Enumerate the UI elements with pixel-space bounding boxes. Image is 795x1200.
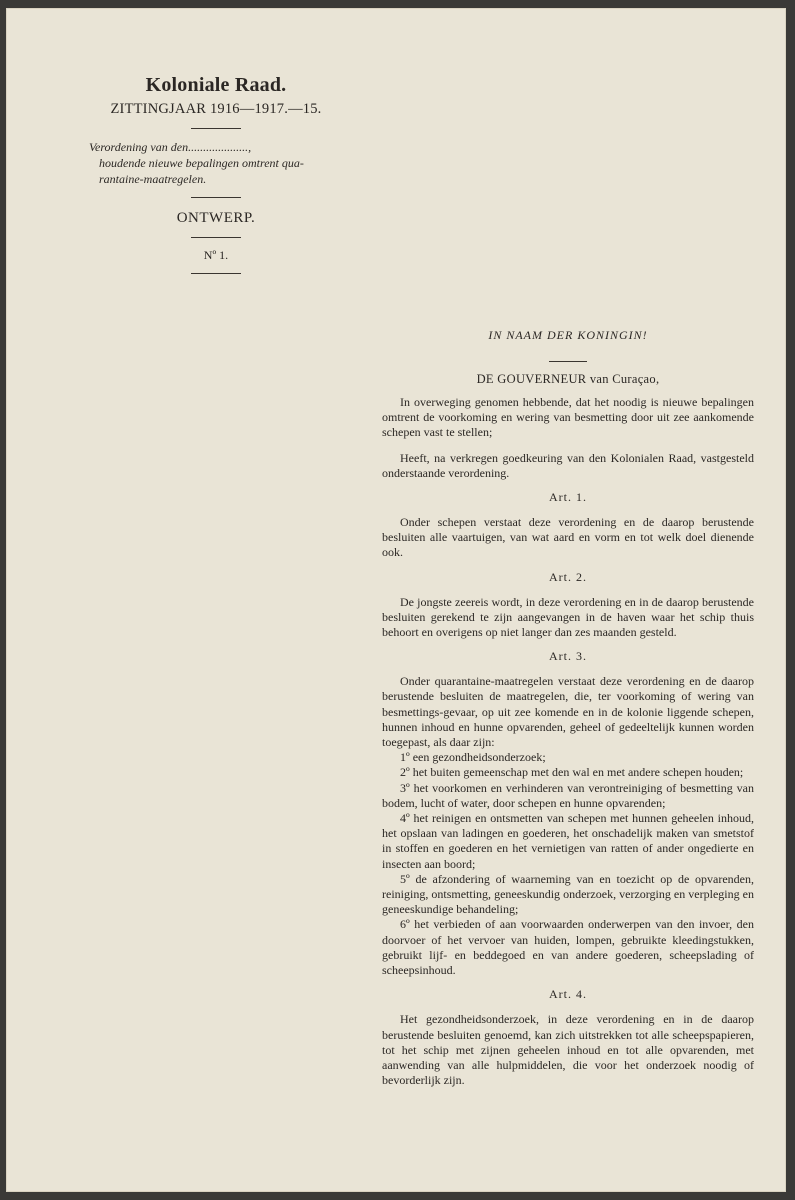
divider [549,361,587,362]
article-heading: Art. 4. [549,987,587,1002]
list-item: 6º het verbieden of aan voorwaarden onderwerpen van den invoer, den doorvoer of het vervoer van huiden, lompen, gebruikte kleedingstukken, gebruikt lijf- en beddegoed en van andere goederen, scheepslading of scheepsinhoud. [382,917,754,978]
article-heading: Art. 3. [549,649,587,664]
document-type: ONTWERP. [176,210,256,226]
document-number: Nº 1. [203,248,229,262]
article-text: Onder schepen verstaat deze verordening en de daarop berustende besluiten alle vaartuigen, van wat aard en vorm en tot welk doel dienende ook. [382,515,754,560]
session-year: ZITTINGJAAR 1916—1917.—15. [110,101,322,117]
divider [191,273,241,274]
document-header [86,74,346,284]
subject-description [86,139,346,187]
article-heading: Art. 2. [549,569,587,584]
governor-line: DE GOUVERNEUR van Curaçao, [476,372,660,386]
subject-line: Verordening van den...................., [89,140,252,154]
article-text: De jongste zeereis wordt, in deze verordening en in de daarop berustende besluiten gerekend te zijn aangevangen in de haven waar het schip thuis behoort en overigens op niet langer dan zes maanden gesteld. [382,594,754,640]
subject-line: rantaine-maatregelen. [99,172,207,186]
preamble-paragraph: In overweging genomen hebbende, dat het noodig is nieuwe bepalingen omtrent de voorkoming en wering van besmetting door uit zee aankomende schepen vast te stellen; [382,395,754,440]
list-item: 5º de afzondering of waarneming van en toezicht op de opvarenden, reiniging, ontsmetting, geneeskundig onderzoek, verzorging en verpleging en geneeskundige behandeling; [382,871,754,917]
article-text: Het gezondheidsonderzoek, in deze verordening en in de daarop berustende besluiten genoemd, kan zich uitstrekken tot alle scheepspapieren, tot het schip met zijnen geheelen inhoud en tot alle opvarenden, met aanwending van alle hulpmiddelen, die voor het onderzoek noodig of bevorderlijk zijn. [382,1012,754,1088]
document-page [6,8,786,1192]
preamble-paragraph: Heeft, na verkregen goedkeuring van den Kolonialen Raad, vastgesteld onderstaande verordening. [382,450,754,480]
invocation: IN NAAM DER KONINGIN! [488,328,648,342]
article-text: Onder quarantaine-maatregelen verstaat deze verordening en de daarop berustende besluiten de maatregelen, die, ter voorkoming of wering van besmettings-gevaar, op uit zee komende en in de kolonie liggende schepen, hunnen inhoud en hunne opvarenden, geheel of gedeeltelijk kunnen worden toegepast, als daar zijn: [382,674,754,750]
divider [191,128,241,129]
article-heading: Art. 1. [549,490,587,505]
divider [191,197,241,198]
divider [191,237,241,238]
institution-title: Koloniale Raad. [145,74,287,96]
list-item: 1º een gezondheidsonderzoek; [400,750,546,765]
ordinance-text [382,328,754,1088]
list-item: 2º het buiten gemeenschap met den wal en met andere schepen houden; [400,765,744,780]
subject-line: houdende nieuwe bepalingen omtrent qua- [99,156,304,170]
list-item: 3º het voorkomen en verhinderen van verontreiniging of besmetting van bodem, lucht of water, door schepen en hunne opvarenden; [382,780,754,810]
list-item: 4º het reinigen en ontsmetten van schepen met hunnen geheelen inhoud, het opslaan van ladingen en goederen, het onschadelijk maken van smetstof in stoffen en goederen en het vernietigen van ratten of ander ongedierte en insecten aan boord; [382,811,754,871]
